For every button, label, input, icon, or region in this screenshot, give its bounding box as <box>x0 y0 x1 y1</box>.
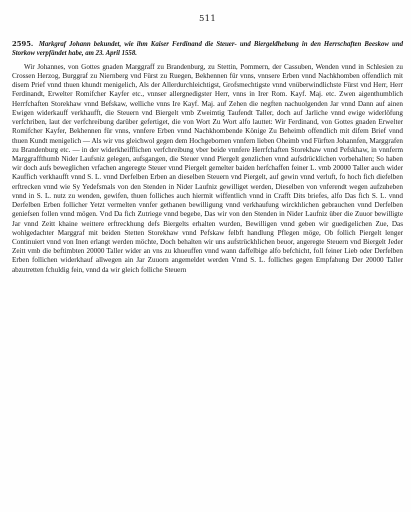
entry-heading-text: Markgraf Johann bekundet, wie ihm Kaiser Ferdinand die Steuer- und Biergeldhebung in den Herrschaften Beeskow und Storkow verpfändet habe, am 23. April 1558. <box>12 41 403 58</box>
entry-heading <box>12 40 403 59</box>
page-number: 511 <box>198 14 217 24</box>
entry-number: 2595. <box>12 40 34 48</box>
entry-body: Wir Johannes, von Gottes gnaden Marggraff zu Brandenburg, zu Stettin, Pommern, der Cassuben, Wenden vnnd in Schlesien zu Crossen Herzog, Burggraf zu Niernberg vnd Fürst zu Ruegen, Bekhennen für vnns, vnnsere Erben vnnd Nachkhomben offendlich mit disem Prief vnnd thuen khundt menigelich, Als der Allerdurchleichtigst, Grofsmechtigste vnnd vnüberwindlichste Fürst vnd Herr, Herr Ferdinandt, Erwelter Romifcher Kayfer etc., vnnser allergnedigster Herr, vnns in Irer Rom. Kayf. Maj. etc. Zwen aigenthumblich Herrfchaften Storekhaw vnnd Befskaw, welliche vnns Ire Kayf. Maj. auf Zehen die negften nachuolgenden Jar vnnd Dann auf ainen Ewigen widerkauff verkhaufft, die Steuern vnd Biergelt vmb Zweimtig Taufendt Taller, doch auf Jarliche vnnd ewige widerlöfung verfchriben, laut der verfchreibung darüber gefertiget, die von Wort Zu Wort alfo lauttet: Wir Ferdinand, von Gottes gnaden Erwelter Romifcher Kayfer, Bekhennen für vnns, vnnfere Erben vnnd Nachkhombende Könige Zu Beheimb offendlich mit difem Brief vnnd thuen Kundt menigelich — Als wir vns gleichwol gegen dem Hochgebornen vnnfern lieben Oheimb vnd Fürften Johannfen, Marggrafen zu Brandenburg etc. — in der widerkheifflichen verfchreibung vber beide vnnfere Herrfchaften Storekhaw vnnd Pefskhaw, in vnnferm Marggraffthumb Nider Laufsniz gelegen, aufsgangen, die Steuer vnnd Piergelt genzlichen vnnd aufsdrücklichen vorbehalten; So haben wir doch aufs beweglichen vrfachen angeregte Steuer vnnd Piergelt gemelter baiden herfchaffen feiner L. vmb 20000 Taller auch wider Kauffich verkhaufft vnnd S. L. vnnd Derfelben Erben an dieselben Steuern vnd Piergelt, auf gewin vnnd verluft, fo hoch fich diefelben erftrecken vnnd wie Sy Yedefsmals von den Stenden in Nider Laufniz gewilliget werden, Dieselben von vnferendt wegen aufzuheben vnnd in S. L. nutz zu wenden, gewifen, thuen folliches auch hiermit wiffentlich vnnd in Crafft Dits briefes, alfo Das fich S. L. vnnd Derfelben Erben follicher Yetzt vermelten vnnfer gethanen bewilligung vnnd verkhaufung wirckhlichen gebrauchen vnnd Derfelben geniefsen follen vnnd mögen. Vnd Da fich Zutriege vnnd begebe, Das wir von den Stenden in Nider Laufniz über die Zuuor bewilligte Jar vnnd Zeitt khaine weittere erftreckhung defs Biergelts erhalten wurden, Bewilligen vnnd geben wir guedigelichen Zue, Das wohlgedachter Marggraf mit beiden Stetten Storekhaw vnnd Pefskaw felbft handlung Pflegen möge, Ob follich Piergelt lenger Continuiert vnnd von Inen erlangt werden möchte, Doch behalten wir uns aufstrückhlichen beuor, angeregte Steuern vnd Biergelt Jeder Zeitt vmb die beftimbten 20000 Taller wider an vns zu khueuffen vnnd wann daffelbige alfo befchicht, foll feiner Lieb oder Derfelben Erben follichen widerkhauf allwegen ain Jar Zuuorn angemeldet werden Vnnd S. L. folliches gegen Empfahung Der 20000 Taller abzutretten fchuldig fein, vnnd da wir gleich folliche Steuern <box>12 62 403 274</box>
